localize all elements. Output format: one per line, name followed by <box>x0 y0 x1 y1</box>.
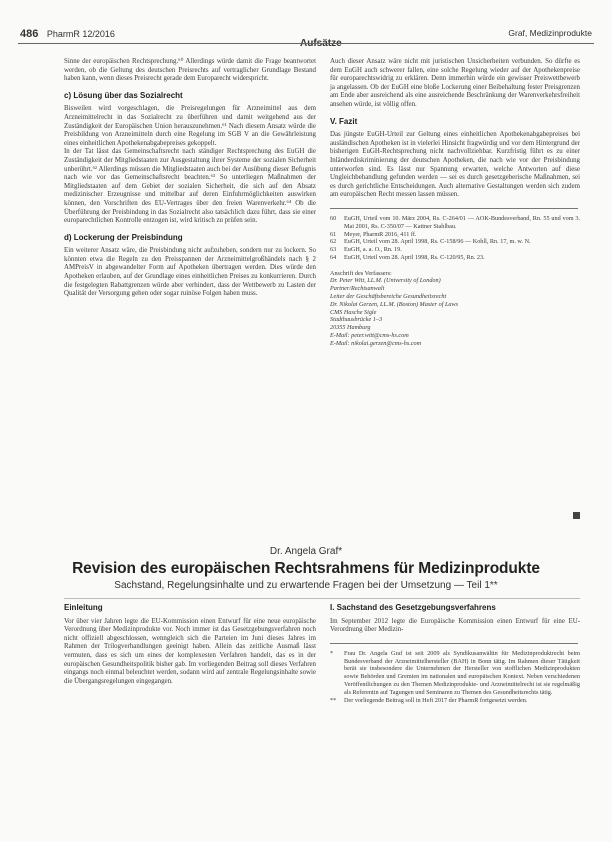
title-rule <box>64 598 580 599</box>
footnote: ** Der vorliegende Beitrag soll in Heft 2017 der PharmR fortgesetzt werden. <box>330 696 528 704</box>
page-header-left <box>20 28 115 40</box>
footnote: 64 EuGH, Urteil vom 28. April 1998, Rs. C-120/95, Rn. 23. <box>330 253 485 261</box>
article-title: Revision des europäischen Rechtsrahmens für Medizinprodukte <box>72 560 540 577</box>
footnote: 60 EuGH, Urteil vom 10. März 2004, Rs. C-264/01 — AOK-Bundesverband, Rn. 55 und vom 3. Mai 2001, Rs. C-350/07 — Kattner Stahlbau. <box>330 214 580 230</box>
author-email[interactable]: E-Mail: peter.witt@cms-hs.com <box>330 332 409 340</box>
author-address-line: Dr. Nikolai Gerzen, LL.M. (Boston) Master of Laws <box>330 300 459 308</box>
header-rule <box>18 43 594 44</box>
paragraph: Ein weiterer Ansatz wäre, die Preisbindung nicht aufzuheben, sondern nur zu lockern. So könnten etwa die Regeln zu den Preisspannen der Arzneimittelgroßhändels nach § 2 AMPreisV in abgewandelter Form auf Apotheken übertragen werden. Dies würde den Apotheken erlauben, auf der Grundlage eines einheitlichen Preises zu konkurrieren. Durch die festgelegten Rabattgrenzen würde aber verhindert, dass der Wettbewerb zu Lasten der Qualität der Versorgung gehen oder sogar ruinöse Folgen haben muss. <box>64 247 316 298</box>
page-number: 486 <box>20 28 39 40</box>
section-heading-d: d) Lockerung der Preisbindung <box>64 232 183 242</box>
paragraph: Vor über vier Jahren legte die EU-Kommission einen Entwurf für eine neue europäische Verordnung über Medizinprodukte vor. Noch immer ist das Gesetzgebungsverfahren noch nicht offiziell abgeschlossen, wenngleich sich die Parteien im Juni dieses Jahres im Rahmen der Trilogverhandlungen geeinigt haben. Allein das zeitliche Ausmaß lässt vermuten, dass es sich um eines der komplexesten Verfahren handelt, das es in der europäischen Gesundheitspolitik bisher gab. Im vorliegenden Beitrag soll dieses Verfahren eingangs noch einmal beleuchtet werden, sodann wird auf zentrale Regelungsinhalte sowie die Übergangsregelungen eingegangen. <box>64 617 316 685</box>
article-subtitle: Sachstand, Regelungsinhalte und zu erwartende Fragen bei der Umsetzung — Teil 1** <box>114 580 498 591</box>
footnote: 61 Meyer, PharmR 2016, 411 ff. <box>330 230 417 238</box>
author-address-line: Stadthausbrücke 1–3 <box>330 316 383 324</box>
section-heading-sachstand: I. Sachstand des Gesetzgebungsverfahrens <box>330 603 496 612</box>
section-heading-v: V. Fazit <box>330 116 358 126</box>
paragraph: In der Tat lässt das Gemeinschaftsrecht nach ständiger Rechtsprechung des EuGH die Zuständigkeit der Mitgliedstaaten zur Ausgestaltung ihrer Systeme der sozialen Sicherheit unberührt.⁶² Allerdings müssen die Mitgliedstaaten auch bei der Ausübung dieser Befugnis nach wie vor das Gemeinschaftsrecht beachten.⁶³ So unterliegen Maßnahmen der Mitgliedstaaten auf dem Gebiet der sozialen Sicherheit, die sich auf den Absatz medizinischer Erzeugnisse und mittelbar auf deren Einfuhrmöglichkeiten auswirken können, den Vorschriften des EU-Vertrages über den freien Warenverkehr.⁶⁴ Ob die Überführung der Preisbindung in das Sozialrecht also tatsächlich dazu führt, dass sie einer europarechtlichen Kontrolle entzogen ist, wird kritisch zu prüfen sein. <box>64 148 316 225</box>
left-column-bottom <box>64 604 316 686</box>
section-heading-einleitung: Einleitung <box>64 603 103 612</box>
paragraph: Auch dieser Ansatz wäre nicht mit juristischen Unsicherheiten verbunden. So dürfte es dem EuGH auch schwerer fallen, eine solche Regelung wieder auf der Apothekenpreise für europarechtswidrig zu erklären. Denn immerhin würde ein gewisser Preiswettbewerb ja angelassen. Ob der EuGH eine bloße Lockerung einer Beibehaltung fester Preisgrenzen am Ende aber ausreichend als eine ausreichende Beschränkung der Warenverkehrsfreiheit ansehen würde, ist völlig offen. <box>330 58 580 108</box>
journal-issue: PharmR 12/2016 <box>46 29 115 39</box>
article-author: Dr. Angela Graf* <box>269 546 343 557</box>
footnote-rule <box>330 643 578 644</box>
paragraph: Sinne der europäischen Rechtsprechung.⁶⁰ Allerdings würde damit die Frage beantwortet werden, ob die Geltung des deutschen Preisrechts auf vertraglicher Grundlage Bestand haben kann, wenn dieses Preisrecht gerade dem Europarecht widerspricht. <box>64 58 316 83</box>
running-head: Graf, Medizinprodukte <box>508 28 592 38</box>
paragraph: Das jüngste EuGH-Urteil zur Geltung eines einheitlichen Apothekenabgabepreises bei ausländischen Apotheken ist in vielerlei Hinsicht fragwürdig und vor dem Hintergrund der bisherigen EuGH-Rechtsprechung nicht nachvollziehbar. Kurzfristig führt es zu einer Inländerdiskriminierung der deutschen Apotheken, die nach wie vor der Preisbindung unterworfen sind. Es lässt nur Spannung erwarten, welche Antworten auf diese Ungleichbehandlung gefunden werden — sei es durch gesetzgeberische Maßnahmen, sei es durch gerichtliche Entscheidungen. Auch alternative Gestaltungen werden sich zudem am europäischen Recht messen lassen müssen. <box>330 131 580 199</box>
author-address-line: 20355 Hamburg <box>330 324 371 332</box>
section-label: Aufsätze <box>300 38 342 49</box>
footnote: 63 EuGH, a. a. O., Rn. 19. <box>330 246 402 254</box>
author-address-line: Leiter der Geschäftsbereiche Gesundheitsrecht <box>330 293 447 301</box>
right-column-top <box>330 58 580 348</box>
right-column-bottom <box>330 604 580 704</box>
section-heading-c: c) Lösung über das Sozialrecht <box>64 90 183 100</box>
footnote: 62 EuGH, Urteil vom 28. April 1998, Rs. C-158/96 — Kohll, Rn. 17, m. w. N. <box>330 238 531 246</box>
footnote-rule <box>330 208 578 209</box>
author-address-label: Anschrift des Verfassers: <box>330 269 392 277</box>
author-address <box>330 270 580 348</box>
footnote: * Frau Dr. Angela Graf ist seit 2009 als Syndikusanwältin für Medizinproduktrecht beim Bundesverband der Arzneimittelhersteller (BAH) in Bonn tätig. Im Rahmen dieser Tätigkeit berät sie insbesondere die Unternehmen der Hersteller von stofflichen Medizinprodukten sowie Behörden und Gremien im nationalen und europäischen Kontext. Neben verschiedenen Veröffentlichungen zu den Themen Medizinprodukte- und Arzneimittelrecht ist sie regelmäßig als Referentin auf Tagungen und Seminaren zu Themen des Gesundheitsrechts tätig. <box>330 649 580 696</box>
author-address-line: Partner/Rechtsanwalt <box>330 285 385 293</box>
paragraph: Bisweilen wird vorgeschlagen, die Preisregelungen für Arzneimittel aus dem Arzneimittelrecht in das Sozialrecht zu überführen und damit weitgehend aus der Zuständigkeit der Europäischen Union herauszunehmen.⁶¹ Nach diesem Ansatz würde die Preisbildung von Arzneimitteln durch eine Regelung im SGB V an die Gewährleistung eines einheitlichen Apothekenabgabepreises gekoppelt. <box>64 105 316 147</box>
end-of-article-mark <box>573 512 580 519</box>
author-address-line: CMS Hasche Sigle <box>330 308 377 316</box>
left-column-top <box>64 58 316 299</box>
author-address-line: Dr. Peter Witt, LL.M. (University of London) <box>330 277 441 285</box>
paragraph: Im September 2012 legte die Europäische Kommission einen Entwurf für eine EU-Verordnung über Medizin- <box>330 617 580 634</box>
author-email[interactable]: E-Mail: nikolai.gerzen@cms-hs.com <box>330 339 422 347</box>
